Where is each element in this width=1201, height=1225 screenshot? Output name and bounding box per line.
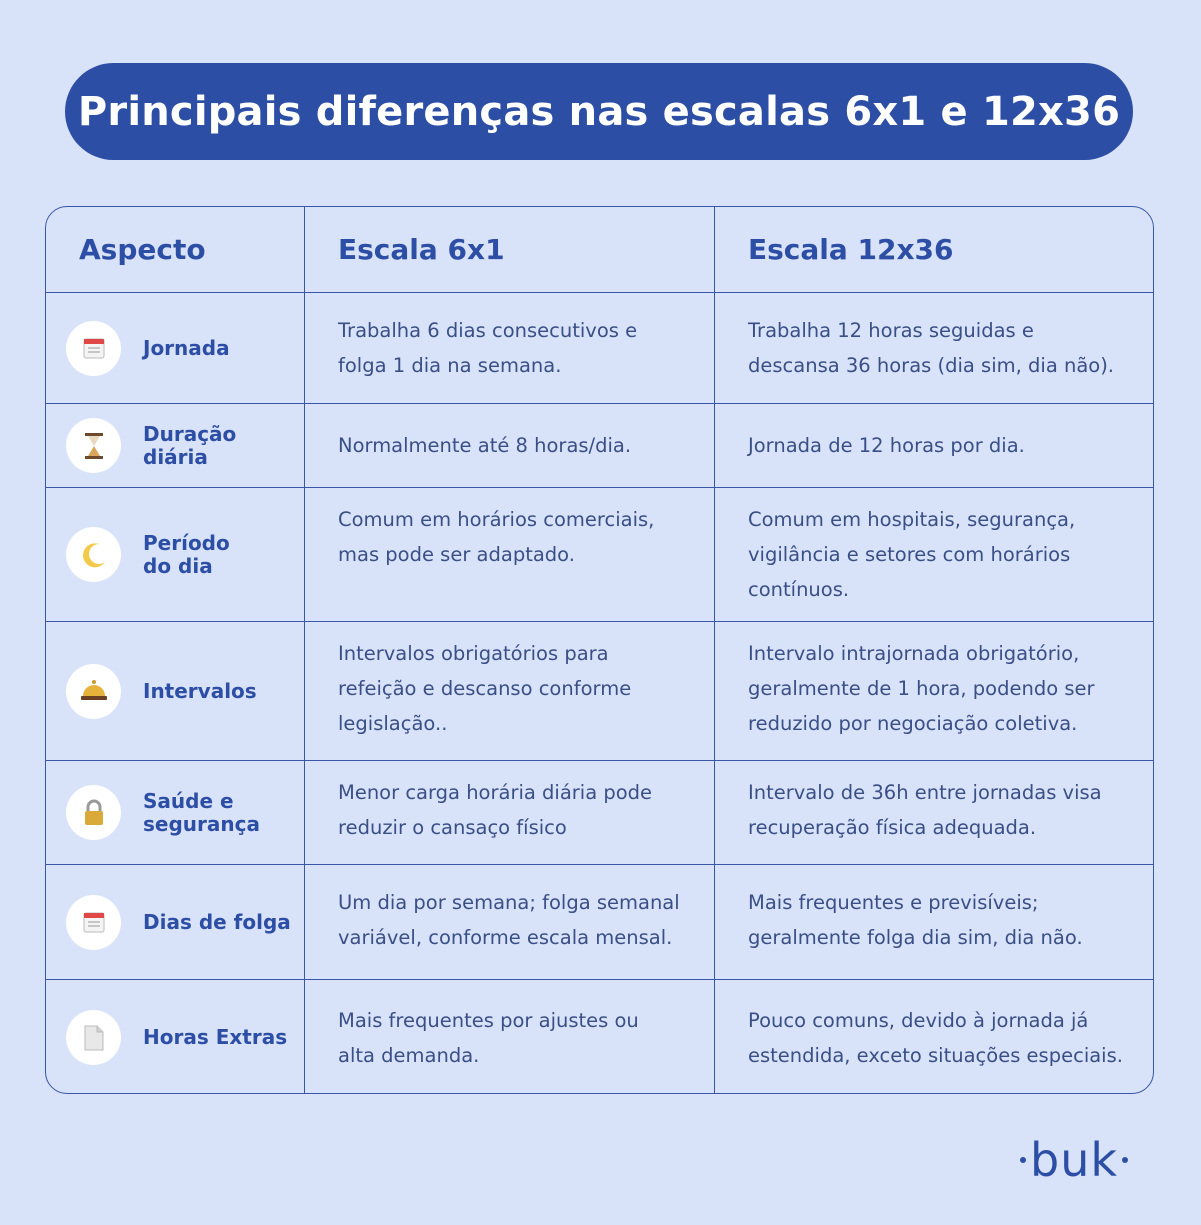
cell-12x36: Intervalo intrajornada obrigatório, geralmente de 1 hora, podendo ser reduzido por negociação coletiva.	[748, 642, 1095, 735]
cell-6x1: Mais frequentes por ajustes ou alta demanda.	[338, 1009, 639, 1067]
cell-12x36: Pouco comuns, devido à jornada já estendida, exceto situações especiais.	[748, 1009, 1123, 1067]
header-escala-6x1: Escala 6x1	[338, 233, 505, 266]
cell-12x36: Comum em hospitais, segurança, vigilância e setores com horários contínuos.	[748, 508, 1076, 601]
page-title: Principais diferenças nas escalas 6x1 e 12x36	[77, 88, 1121, 135]
aspect-label: Período do dia	[143, 530, 230, 578]
aspect-cell	[46, 980, 305, 1094]
moon-icon	[66, 527, 121, 582]
column-divider	[304, 207, 305, 1093]
aspect-cell	[46, 761, 305, 864]
table-row	[46, 979, 1153, 1094]
aspect-label: Dias de folga	[143, 909, 291, 934]
cell-6x1: Um dia por semana; folga semanal variável, conforme escala mensal.	[338, 891, 680, 949]
aspect-cell	[46, 488, 305, 621]
logo-dot	[1020, 1157, 1026, 1163]
hourglass-icon	[66, 418, 121, 473]
cell-6x1: Comum em horários comerciais, mas pode ser adaptado.	[338, 508, 655, 566]
aspect-cell	[46, 293, 305, 403]
table-row	[46, 760, 1153, 864]
table-header-row	[46, 207, 1153, 292]
table-row	[46, 487, 1153, 621]
bell-icon	[66, 664, 121, 719]
table-row	[46, 621, 1153, 760]
cell-6x1: Intervalos obrigatórios para refeição e descanso conforme legislação..	[338, 642, 632, 735]
aspect-label: Saúde e segurança	[143, 788, 260, 836]
aspect-label: Duração diária	[143, 421, 237, 469]
buk-logo	[1016, 1132, 1132, 1188]
aspect-label: Intervalos	[143, 678, 257, 703]
calendar-icon	[66, 895, 121, 950]
column-divider	[714, 207, 715, 1093]
cell-6x1: Normalmente até 8 horas/dia.	[338, 434, 632, 457]
aspect-cell	[46, 865, 305, 979]
table-row	[46, 292, 1153, 403]
lock-icon	[66, 785, 121, 840]
aspect-cell	[46, 622, 305, 760]
document-icon	[66, 1010, 121, 1065]
logo-text: buk	[1030, 1133, 1118, 1187]
header-escala-12x36: Escala 12x36	[748, 233, 954, 266]
aspect-cell	[46, 404, 305, 487]
header-aspecto: Aspecto	[79, 233, 206, 266]
cell-6x1: Menor carga horária diária pode reduzir o cansaço físico	[338, 781, 653, 839]
cell-12x36: Jornada de 12 horas por dia.	[748, 434, 1025, 457]
aspect-label: Horas Extras	[143, 1025, 288, 1049]
calendar-icon	[66, 321, 121, 376]
cell-12x36: Trabalha 12 horas seguidas e descansa 36 horas (dia sim, dia não).	[748, 319, 1115, 377]
comparison-table	[45, 206, 1154, 1094]
table-row	[46, 403, 1153, 487]
table-row	[46, 864, 1153, 979]
title-banner	[65, 63, 1133, 160]
cell-6x1: Trabalha 6 dias consecutivos e folga 1 dia na semana.	[338, 319, 638, 377]
logo-dot	[1122, 1157, 1128, 1163]
cell-12x36: Mais frequentes e previsíveis; geralmente folga dia sim, dia não.	[748, 891, 1083, 949]
aspect-label: Jornada	[143, 335, 230, 360]
cell-12x36: Intervalo de 36h entre jornadas visa recuperação física adequada.	[748, 781, 1102, 839]
